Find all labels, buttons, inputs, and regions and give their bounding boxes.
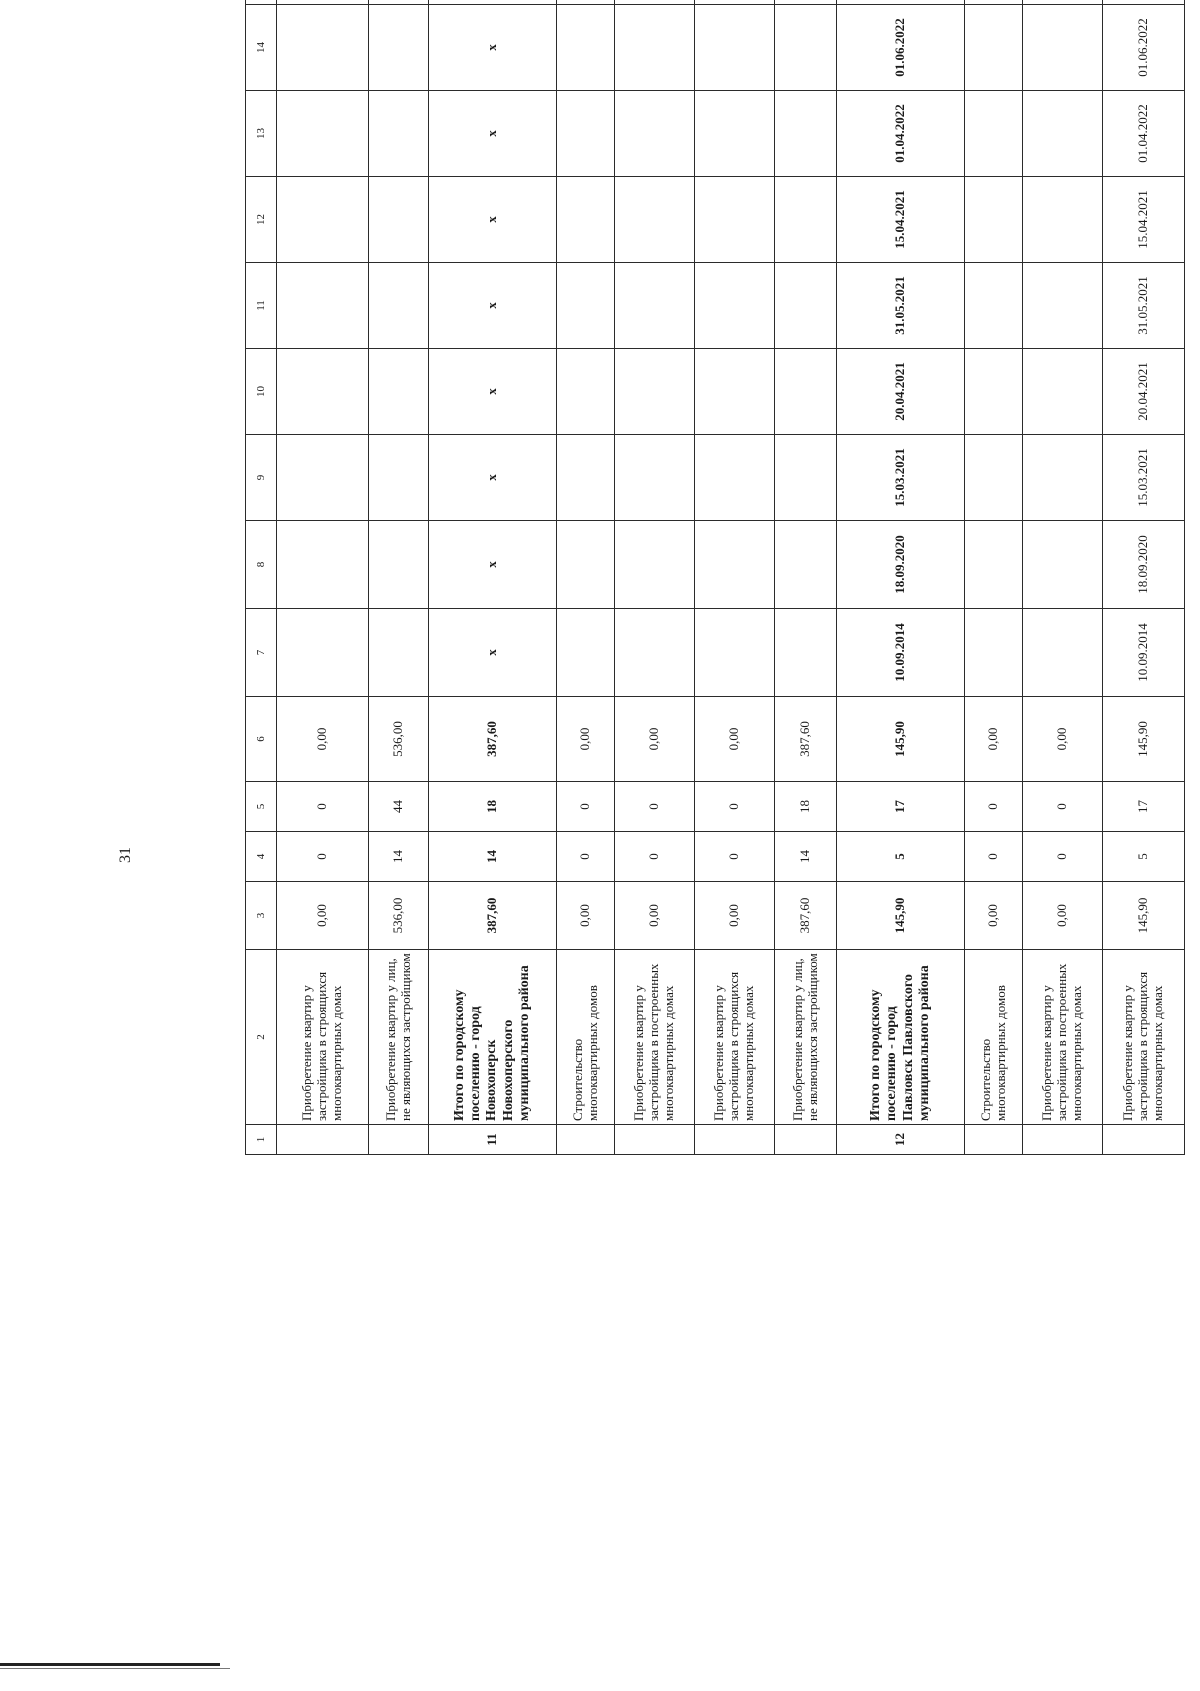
- value-cell-col-5: 18: [429, 782, 557, 832]
- value-cell-col-11: [965, 263, 1023, 349]
- value-cell-col-3: 536,00: [369, 882, 429, 950]
- value-cell-col-3: 0,00: [1023, 882, 1103, 950]
- value-cell-col-9: 15.03.2021: [837, 435, 965, 521]
- row-number-cell: [277, 1125, 369, 1155]
- value-cell-col-9: 15.03.2021: [1103, 435, 1185, 521]
- row-number-cell: [369, 1125, 429, 1155]
- value-cell-col-14: [369, 5, 429, 91]
- value-cell-col-6: 0,00: [1023, 697, 1103, 782]
- value-cell-col-11: [557, 263, 615, 349]
- scan-edge-mark: [0, 1663, 220, 1666]
- table-row: [277, 0, 369, 1155]
- value-cell-col-13: [277, 91, 369, 177]
- value-cell-col-11: 31.05.2021: [1103, 263, 1185, 349]
- value-cell-col-5: 17: [1103, 782, 1185, 832]
- value-cell-col-6: 145,90: [1103, 697, 1185, 782]
- header-cell-15: [246, 0, 277, 5]
- value-cell-col-13: x: [429, 91, 557, 177]
- value-cell-col-5: 18: [775, 782, 837, 832]
- value-cell-col-3: 0,00: [615, 882, 695, 950]
- table-row: [775, 0, 837, 1155]
- row-name-cell: Приобретение квартир у застройщика в строящихся многоквартирных домах: [277, 950, 369, 1125]
- value-cell-col-12: x: [429, 177, 557, 263]
- value-cell-col-7: [369, 609, 429, 697]
- value-cell-col-5: 0: [695, 782, 775, 832]
- value-cell-col-4: 0: [277, 832, 369, 882]
- value-cell-col-8: [965, 521, 1023, 609]
- value-cell-col-7: [1023, 609, 1103, 697]
- value-cell-col-8: [695, 521, 775, 609]
- row-name-cell: Приобретение квартир у застройщика в строящихся многоквартирных домах: [1103, 950, 1185, 1125]
- value-cell-col-4: 0: [695, 832, 775, 882]
- value-cell-col-13: 01.04.2022: [1103, 91, 1185, 177]
- value-cell-col-4: 14: [369, 832, 429, 882]
- value-cell-col-15: [695, 0, 775, 5]
- header-cell-8: 8: [246, 521, 277, 609]
- value-cell-col-5: 0: [557, 782, 615, 832]
- value-cell-col-8: 18.09.2020: [837, 521, 965, 609]
- header-row: [246, 0, 277, 1155]
- header-cell-14: 14: [246, 5, 277, 91]
- row-number-cell: [1103, 1125, 1185, 1155]
- value-cell-col-8: [615, 521, 695, 609]
- row-number-cell: [775, 1125, 837, 1155]
- value-cell-col-7: [615, 609, 695, 697]
- value-cell-col-12: 15.04.2021: [1103, 177, 1185, 263]
- value-cell-col-14: 01.06.2022: [1103, 5, 1185, 91]
- row-name-cell: Итого по городскому поселению - город Павловск Павловского муниципального района: [837, 950, 965, 1125]
- value-cell-col-10: [369, 349, 429, 435]
- value-cell-col-5: 0: [277, 782, 369, 832]
- value-cell-col-12: [557, 177, 615, 263]
- table-row: [615, 0, 695, 1155]
- value-cell-col-8: [369, 521, 429, 609]
- header-cell-1: 1: [246, 1125, 277, 1155]
- value-cell-col-4: 14: [775, 832, 837, 882]
- value-cell-col-11: [695, 263, 775, 349]
- value-cell-col-10: [695, 349, 775, 435]
- value-cell-col-12: [1023, 177, 1103, 263]
- row-number-cell: 11: [429, 1125, 557, 1155]
- value-cell-col-6: 0,00: [615, 697, 695, 782]
- value-cell-col-9: [695, 435, 775, 521]
- row-number-cell: [695, 1125, 775, 1155]
- value-cell-col-6: 0,00: [277, 697, 369, 782]
- value-cell-col-15: [615, 0, 695, 5]
- row-name-cell: Приобретение квартир у застройщика в построенных многоквартирных домах: [615, 950, 695, 1125]
- value-cell-col-11: [369, 263, 429, 349]
- value-cell-col-12: [775, 177, 837, 263]
- value-cell-col-6: 387,60: [775, 697, 837, 782]
- value-cell-col-11: 31.05.2021: [837, 263, 965, 349]
- value-cell-col-9: x: [429, 435, 557, 521]
- value-cell-col-10: [615, 349, 695, 435]
- row-number-cell: [965, 1125, 1023, 1155]
- value-cell-col-14: [695, 5, 775, 91]
- value-cell-col-7: [277, 609, 369, 697]
- value-cell-col-11: [775, 263, 837, 349]
- row-number-cell: [1023, 1125, 1103, 1155]
- value-cell-col-13: 01.04.2022: [837, 91, 965, 177]
- value-cell-col-7: x: [429, 609, 557, 697]
- value-cell-col-7: [557, 609, 615, 697]
- header-cell-12: 12: [246, 177, 277, 263]
- value-cell-col-4: 5: [837, 832, 965, 882]
- value-cell-col-6: 0,00: [965, 697, 1023, 782]
- value-cell-col-11: x: [429, 263, 557, 349]
- value-cell-col-15: [277, 0, 369, 5]
- value-cell-col-14: [615, 5, 695, 91]
- value-cell-col-12: [695, 177, 775, 263]
- value-cell-col-3: 145,90: [837, 882, 965, 950]
- value-cell-col-11: [615, 263, 695, 349]
- header-cell-9: 9: [246, 435, 277, 521]
- value-cell-col-12: [369, 177, 429, 263]
- table-row: [429, 0, 557, 1155]
- value-cell-col-5: 44: [369, 782, 429, 832]
- value-cell-col-8: [557, 521, 615, 609]
- header-cell-6: 6: [246, 697, 277, 782]
- row-number-cell: 12: [837, 1125, 965, 1155]
- value-cell-col-9: [1023, 435, 1103, 521]
- value-cell-col-15: [1023, 0, 1103, 5]
- value-cell-col-9: [557, 435, 615, 521]
- value-cell-col-13: [775, 91, 837, 177]
- value-cell-col-15: [369, 0, 429, 5]
- value-cell-col-14: 01.06.2022: [837, 5, 965, 91]
- value-cell-col-8: [277, 521, 369, 609]
- value-cell-col-10: [965, 349, 1023, 435]
- value-cell-col-11: [1023, 263, 1103, 349]
- value-cell-col-15: [429, 0, 557, 5]
- row-name-cell: Приобретение квартир у лиц, не являющихся застройщиком: [369, 950, 429, 1125]
- value-cell-col-10: [557, 349, 615, 435]
- value-cell-col-3: 0,00: [695, 882, 775, 950]
- value-cell-col-13: [557, 91, 615, 177]
- row-number-cell: [615, 1125, 695, 1155]
- value-cell-col-14: [965, 5, 1023, 91]
- value-cell-col-11: [277, 263, 369, 349]
- value-cell-col-8: [1023, 521, 1103, 609]
- header-cell-13: 13: [246, 91, 277, 177]
- value-cell-col-4: 5: [1103, 832, 1185, 882]
- value-cell-col-7: 10.09.2014: [837, 609, 965, 697]
- rotated-table-frame: [245, 18, 1165, 1155]
- value-cell-col-10: 20.04.2021: [837, 349, 965, 435]
- value-cell-col-15: [557, 0, 615, 5]
- table-row: [837, 0, 965, 1155]
- table-row: [1103, 0, 1185, 1155]
- value-cell-col-9: [277, 435, 369, 521]
- value-cell-col-6: 387,60: [429, 697, 557, 782]
- value-cell-col-3: 145,90: [1103, 882, 1185, 950]
- value-cell-col-4: 14: [429, 832, 557, 882]
- value-cell-col-4: 0: [557, 832, 615, 882]
- value-cell-col-10: [1023, 349, 1103, 435]
- table-row: [1023, 0, 1103, 1155]
- table-row: [369, 0, 429, 1155]
- value-cell-col-15: [837, 0, 965, 5]
- header-cell-11: 11: [246, 263, 277, 349]
- rotated-table-inner: [245, 18, 1165, 1155]
- value-cell-col-5: 17: [837, 782, 965, 832]
- value-cell-col-3: 387,60: [429, 882, 557, 950]
- value-cell-col-7: 10.09.2014: [1103, 609, 1185, 697]
- value-cell-col-13: [615, 91, 695, 177]
- row-name-cell: Строительство многоквартирных домов: [965, 950, 1023, 1125]
- value-cell-col-14: [1023, 5, 1103, 91]
- value-cell-col-14: [277, 5, 369, 91]
- value-cell-col-14: [557, 5, 615, 91]
- value-cell-col-10: x: [429, 349, 557, 435]
- value-cell-col-10: [277, 349, 369, 435]
- value-cell-col-3: 0,00: [557, 882, 615, 950]
- value-cell-col-4: 0: [615, 832, 695, 882]
- value-cell-col-7: [695, 609, 775, 697]
- table-body: [277, 0, 1185, 1155]
- scan-edge-mark-thin: [0, 1668, 230, 1669]
- value-cell-col-9: [369, 435, 429, 521]
- value-cell-col-15: [775, 0, 837, 5]
- table-row: [557, 0, 615, 1155]
- program-table: [245, 0, 1185, 1155]
- row-name-cell: Приобретение квартир у застройщика в построенных многоквартирных домах: [1023, 950, 1103, 1125]
- value-cell-col-12: [615, 177, 695, 263]
- value-cell-col-5: 0: [615, 782, 695, 832]
- value-cell-col-12: [965, 177, 1023, 263]
- value-cell-col-3: 0,00: [277, 882, 369, 950]
- value-cell-col-14: x: [429, 5, 557, 91]
- value-cell-col-6: 0,00: [695, 697, 775, 782]
- value-cell-col-4: 0: [965, 832, 1023, 882]
- row-name-cell: Приобретение квартир у лиц, не являющихся застройщиком: [775, 950, 837, 1125]
- value-cell-col-13: [965, 91, 1023, 177]
- header-cell-10: 10: [246, 349, 277, 435]
- value-cell-col-7: [775, 609, 837, 697]
- value-cell-col-15: [1103, 0, 1185, 5]
- table-row: [695, 0, 775, 1155]
- value-cell-col-9: [965, 435, 1023, 521]
- value-cell-col-8: x: [429, 521, 557, 609]
- header-cell-4: 4: [246, 832, 277, 882]
- row-name-cell: Строительство многоквартирных домов: [557, 950, 615, 1125]
- value-cell-col-13: [1023, 91, 1103, 177]
- value-cell-col-15: [965, 0, 1023, 5]
- row-name-cell: Приобретение квартир у застройщика в строящихся многоквартирных домах: [695, 950, 775, 1125]
- value-cell-col-5: 0: [1023, 782, 1103, 832]
- value-cell-col-14: [775, 5, 837, 91]
- header-cell-3: 3: [246, 882, 277, 950]
- header-cell-7: 7: [246, 609, 277, 697]
- value-cell-col-13: [369, 91, 429, 177]
- value-cell-col-8: [775, 521, 837, 609]
- table-row: [965, 0, 1023, 1155]
- value-cell-col-6: 0,00: [557, 697, 615, 782]
- value-cell-col-6: 145,90: [837, 697, 965, 782]
- row-number-cell: [557, 1125, 615, 1155]
- value-cell-col-10: [775, 349, 837, 435]
- header-cell-5: 5: [246, 782, 277, 832]
- value-cell-col-3: 0,00: [965, 882, 1023, 950]
- value-cell-col-3: 387,60: [775, 882, 837, 950]
- page-number: 31: [117, 847, 134, 863]
- value-cell-col-4: 0: [1023, 832, 1103, 882]
- value-cell-col-9: [615, 435, 695, 521]
- header-cell-2: 2: [246, 950, 277, 1125]
- value-cell-col-5: 0: [965, 782, 1023, 832]
- row-name-cell: Итого по городскому поселению - город Новохоперск Новохоперского муниципального района: [429, 950, 557, 1125]
- value-cell-col-6: 536,00: [369, 697, 429, 782]
- value-cell-col-8: 18.09.2020: [1103, 521, 1185, 609]
- value-cell-col-10: 20.04.2021: [1103, 349, 1185, 435]
- value-cell-col-12: [277, 177, 369, 263]
- value-cell-col-12: 15.04.2021: [837, 177, 965, 263]
- value-cell-col-9: [775, 435, 837, 521]
- value-cell-col-13: [695, 91, 775, 177]
- value-cell-col-7: [965, 609, 1023, 697]
